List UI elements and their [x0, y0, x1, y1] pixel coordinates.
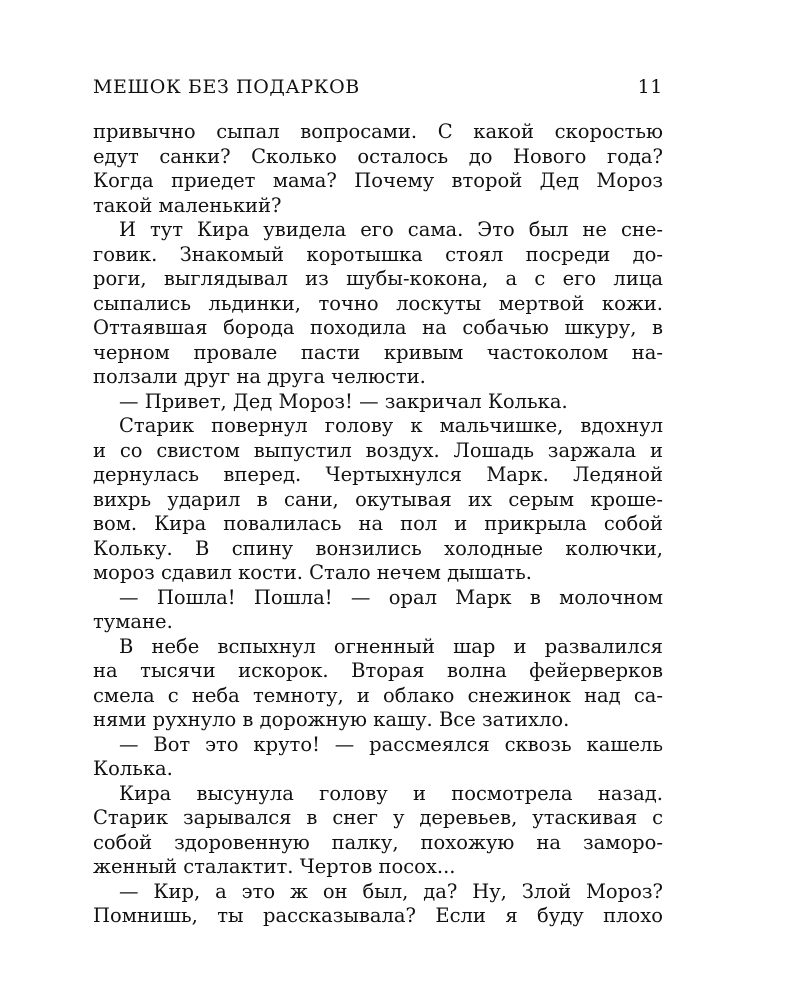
- text-line: Когда приедет мама? Почему второй Дед Мороз: [93, 169, 663, 192]
- text-line: Помнишь, ты рассказывала? Если я буду плохо: [93, 904, 663, 927]
- running-title: МЕШОК БЕЗ ПОДАРКОВ: [93, 76, 360, 98]
- text-line: дернулась вперед. Чертыхнулся Марк. Ледяной: [93, 463, 663, 486]
- text-line: и со свистом выпустил воздух. Лошадь заржала и: [93, 438, 663, 462]
- text-line: женный сталактит. Чертов посох...: [93, 855, 456, 878]
- page-header: [93, 76, 663, 102]
- text-line: едут санки? Сколько осталось до Нового года?: [93, 144, 663, 168]
- text-line: тумане.: [93, 610, 173, 633]
- text-line: Кольку. В спину вонзились холодные колючки,: [93, 536, 663, 560]
- text-line: мороз сдавил кости. Стало нечем дышать.: [93, 561, 532, 584]
- text-line: нями рухнуло в дорожную кашу. Все затихло.: [93, 708, 570, 731]
- text-line: такой маленький?: [93, 193, 282, 217]
- text-line: роги, выглядывал из шубы-кокона, а с его лица: [93, 267, 663, 290]
- page-number: 11: [637, 76, 663, 98]
- text-line: — Вот это круто! — рассмеялся сквозь кашель: [119, 732, 663, 756]
- text-line: Кира высунула голову и посмотрела назад.: [119, 781, 663, 805]
- text-line: на тысячи искорок. Вторая волна фейерверков: [93, 659, 663, 682]
- text-line: Колька.: [93, 757, 173, 780]
- text-line: смела с неба темноту, и облако снежинок над са-: [93, 683, 663, 707]
- text-line: — Привет, Дед Мороз! — закричал Колька.: [119, 389, 568, 413]
- text-line: привычно сыпал вопросами. С какой скоростью: [93, 120, 663, 143]
- text-line: Старик повернул голову к мальчишке, вдохнул: [119, 414, 663, 437]
- text-line: черном провале пасти кривым частоколом на-: [93, 340, 663, 364]
- text-line: — Пошла! Пошла! — орал Марк в молочном: [119, 585, 663, 609]
- text-line: ползали друг на друга челюсти.: [93, 365, 426, 388]
- text-line: сыпались льдинки, точно лоскуты мертвой кожи.: [93, 291, 663, 315]
- text-line: вом. Кира повалилась на пол и прикрыла собой: [93, 512, 663, 535]
- text-line: собой здоровенную палку, похожую на заморо-: [93, 830, 663, 854]
- body-text: [93, 120, 663, 929]
- text-line: Старик зарывался в снег у деревьев, утаскивая с: [93, 806, 663, 829]
- text-line: И тут Кира увидела его сама. Это был не сне-: [119, 218, 663, 241]
- text-line: говик. Знакомый коротышка стоял посреди до-: [93, 242, 663, 266]
- text-line: Оттаявшая борода походила на собачью шкуру, в: [93, 316, 663, 339]
- text-line: — Кир, а это ж он был, да? Ну, Злой Мороз?: [119, 879, 663, 903]
- text-line: вихрь ударил в сани, окутывая их серым кроше-: [93, 487, 663, 511]
- text-line: В небе вспыхнул огненный шар и развалился: [119, 634, 663, 658]
